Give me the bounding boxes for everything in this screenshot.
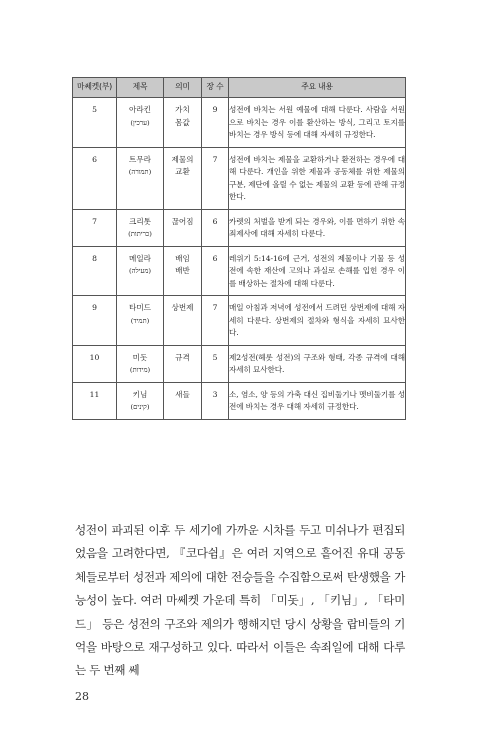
main-content: 소, 염소, 양 등의 가축 대신 집비둘기나 멧비둘기를 성전에 바치는 경우 대해 자세히 규정한다. [229, 382, 406, 419]
table-row [73, 209, 406, 246]
chapter-count: 5 [202, 345, 229, 382]
meaning-line: 교환 [175, 167, 190, 176]
tractate-number: 7 [73, 209, 117, 246]
tractate-title [117, 345, 164, 382]
meaning-line: 제물의 [171, 154, 194, 164]
main-content: 카렛의 처벌을 받게 되는 경우와, 이를 면하기 위한 속죄제사에 대해 자세히 다룬다. [229, 209, 406, 246]
title-korean: 아라킨 [128, 105, 151, 114]
title-hebrew: (מעילה) [128, 267, 152, 275]
tractate-meaning [164, 209, 202, 246]
title-hebrew: (כריתות) [128, 230, 152, 238]
tractate-number: 5 [73, 98, 117, 148]
main-content: 성전에 바치는 서원 예물에 대해 다룬다. 사람을 서원으로 바치는 경우 이를 환산하는 방식, 그리고 토지를 바치는 경우 방식 등에 대해 자세히 규정한다. [229, 98, 406, 148]
tractate-title [117, 147, 164, 209]
title-korean: 키님 [132, 389, 148, 399]
tractate-meaning [164, 382, 202, 419]
header-title: 제목 [117, 78, 164, 98]
main-content: 레위기 5:14-16에 근거, 성전의 제물이나 기물 등 성전에 속한 재산에 고의나 과실로 손해를 입힌 경우 이를 배상하는 절차에 대해 다룬다. [229, 246, 406, 296]
main-content: 제2성전(헤롯 성전)의 구조와 형태, 각종 규격에 대해 자세히 묘사한다. [229, 345, 406, 382]
meaning-line: 몸값 [175, 117, 190, 127]
meaning-line: 새들 [175, 389, 190, 399]
tractate-number: 6 [73, 147, 117, 209]
chapter-count: 3 [202, 382, 229, 419]
tractate-table [72, 77, 406, 420]
header-main-content: 주요 내용 [229, 78, 406, 98]
tractate-number: 10 [73, 345, 117, 382]
title-korean: 미돗 [132, 352, 148, 362]
table-row [73, 345, 406, 382]
chapter-count: 6 [202, 209, 229, 246]
tractate-meaning [164, 345, 202, 382]
tractate-title [117, 209, 164, 246]
chapter-count: 9 [202, 98, 229, 148]
header-meaning: 의미 [164, 78, 202, 98]
title-korean: 트무라 [128, 154, 151, 164]
tractate-number: 8 [73, 246, 117, 296]
table-header-row [73, 78, 406, 98]
tractate-title [117, 98, 164, 148]
meaning-line: 상번제 [171, 303, 194, 312]
meaning-line: 배반 [175, 266, 190, 275]
tractate-title [117, 246, 164, 296]
meaning-line: 배임 [175, 253, 190, 263]
header-tractate-number: 마쎄켓(부) [73, 78, 117, 98]
title-hebrew: (תמורה) [128, 168, 152, 176]
meaning-line: 가치 [175, 105, 190, 114]
table-row [73, 296, 406, 346]
tractate-meaning [164, 98, 202, 148]
title-hebrew: (תמיד) [130, 316, 150, 325]
table-row [73, 147, 406, 209]
header-chapter-count: 장 수 [202, 78, 229, 98]
meaning-line: 규격 [175, 352, 190, 362]
main-content: 성전에 바치는 제물을 교환하거나 환전하는 경우에 대해 다룬다. 개인을 위한 제물과 공동체를 위한 제물의 구분, 제단에 올릴 수 없는 제물의 교환 등에 관해 규정한다. [229, 147, 406, 209]
title-hebrew: (קינים) [130, 403, 150, 411]
title-hebrew: (ערכין) [130, 118, 150, 127]
title-korean: 크리톳 [128, 216, 151, 226]
tractate-title [117, 296, 164, 346]
chapter-count: 7 [202, 147, 229, 209]
main-content: 매일 아침과 저녁에 성전에서 드려던 상번제에 대해 자세히 다룬다. 상번제의 절차와 형식을 자세히 묘사한다. [229, 296, 406, 346]
table-row [73, 246, 406, 296]
tractate-number: 9 [73, 296, 117, 346]
tractate-meaning [164, 246, 202, 296]
table-row [73, 98, 406, 148]
table-body [73, 98, 406, 420]
tractate-number: 11 [73, 382, 117, 419]
table-row [73, 382, 406, 419]
tractate-title [117, 382, 164, 419]
chapter-count: 7 [202, 296, 229, 346]
page-number: 28 [75, 690, 89, 703]
chapter-count: 6 [202, 246, 229, 296]
title-hebrew: (מידות) [129, 366, 151, 374]
body-paragraph: 성전이 파괴된 이후 두 세기에 가까운 시차를 두고 미쉬나가 편집되었음을 고려한다면, 『코다쉼』은 여러 지역으로 흩어진 유대 공동체들로부터 성전과 제의에 대한 전승들을 수집함으로써 탄생했을 가능성이 높다. 여러 마쎄켓 가운데 특히 「미돗」, 「키님」, 「타미드」 등은 성전의 구조와 제의가 행해지던 당시 상황을 랍비들의 기억을 바탕으로 재구성하고 있다. 따라서 이들은 속죄일에 대해 다루는 두 번째 쎄 [75, 523, 405, 678]
tractate-meaning [164, 296, 202, 346]
title-korean: 메일라 [128, 253, 151, 263]
tractate-meaning [164, 147, 202, 209]
meaning-line: 끊어짐 [171, 216, 194, 226]
title-korean: 타미드 [128, 303, 151, 312]
